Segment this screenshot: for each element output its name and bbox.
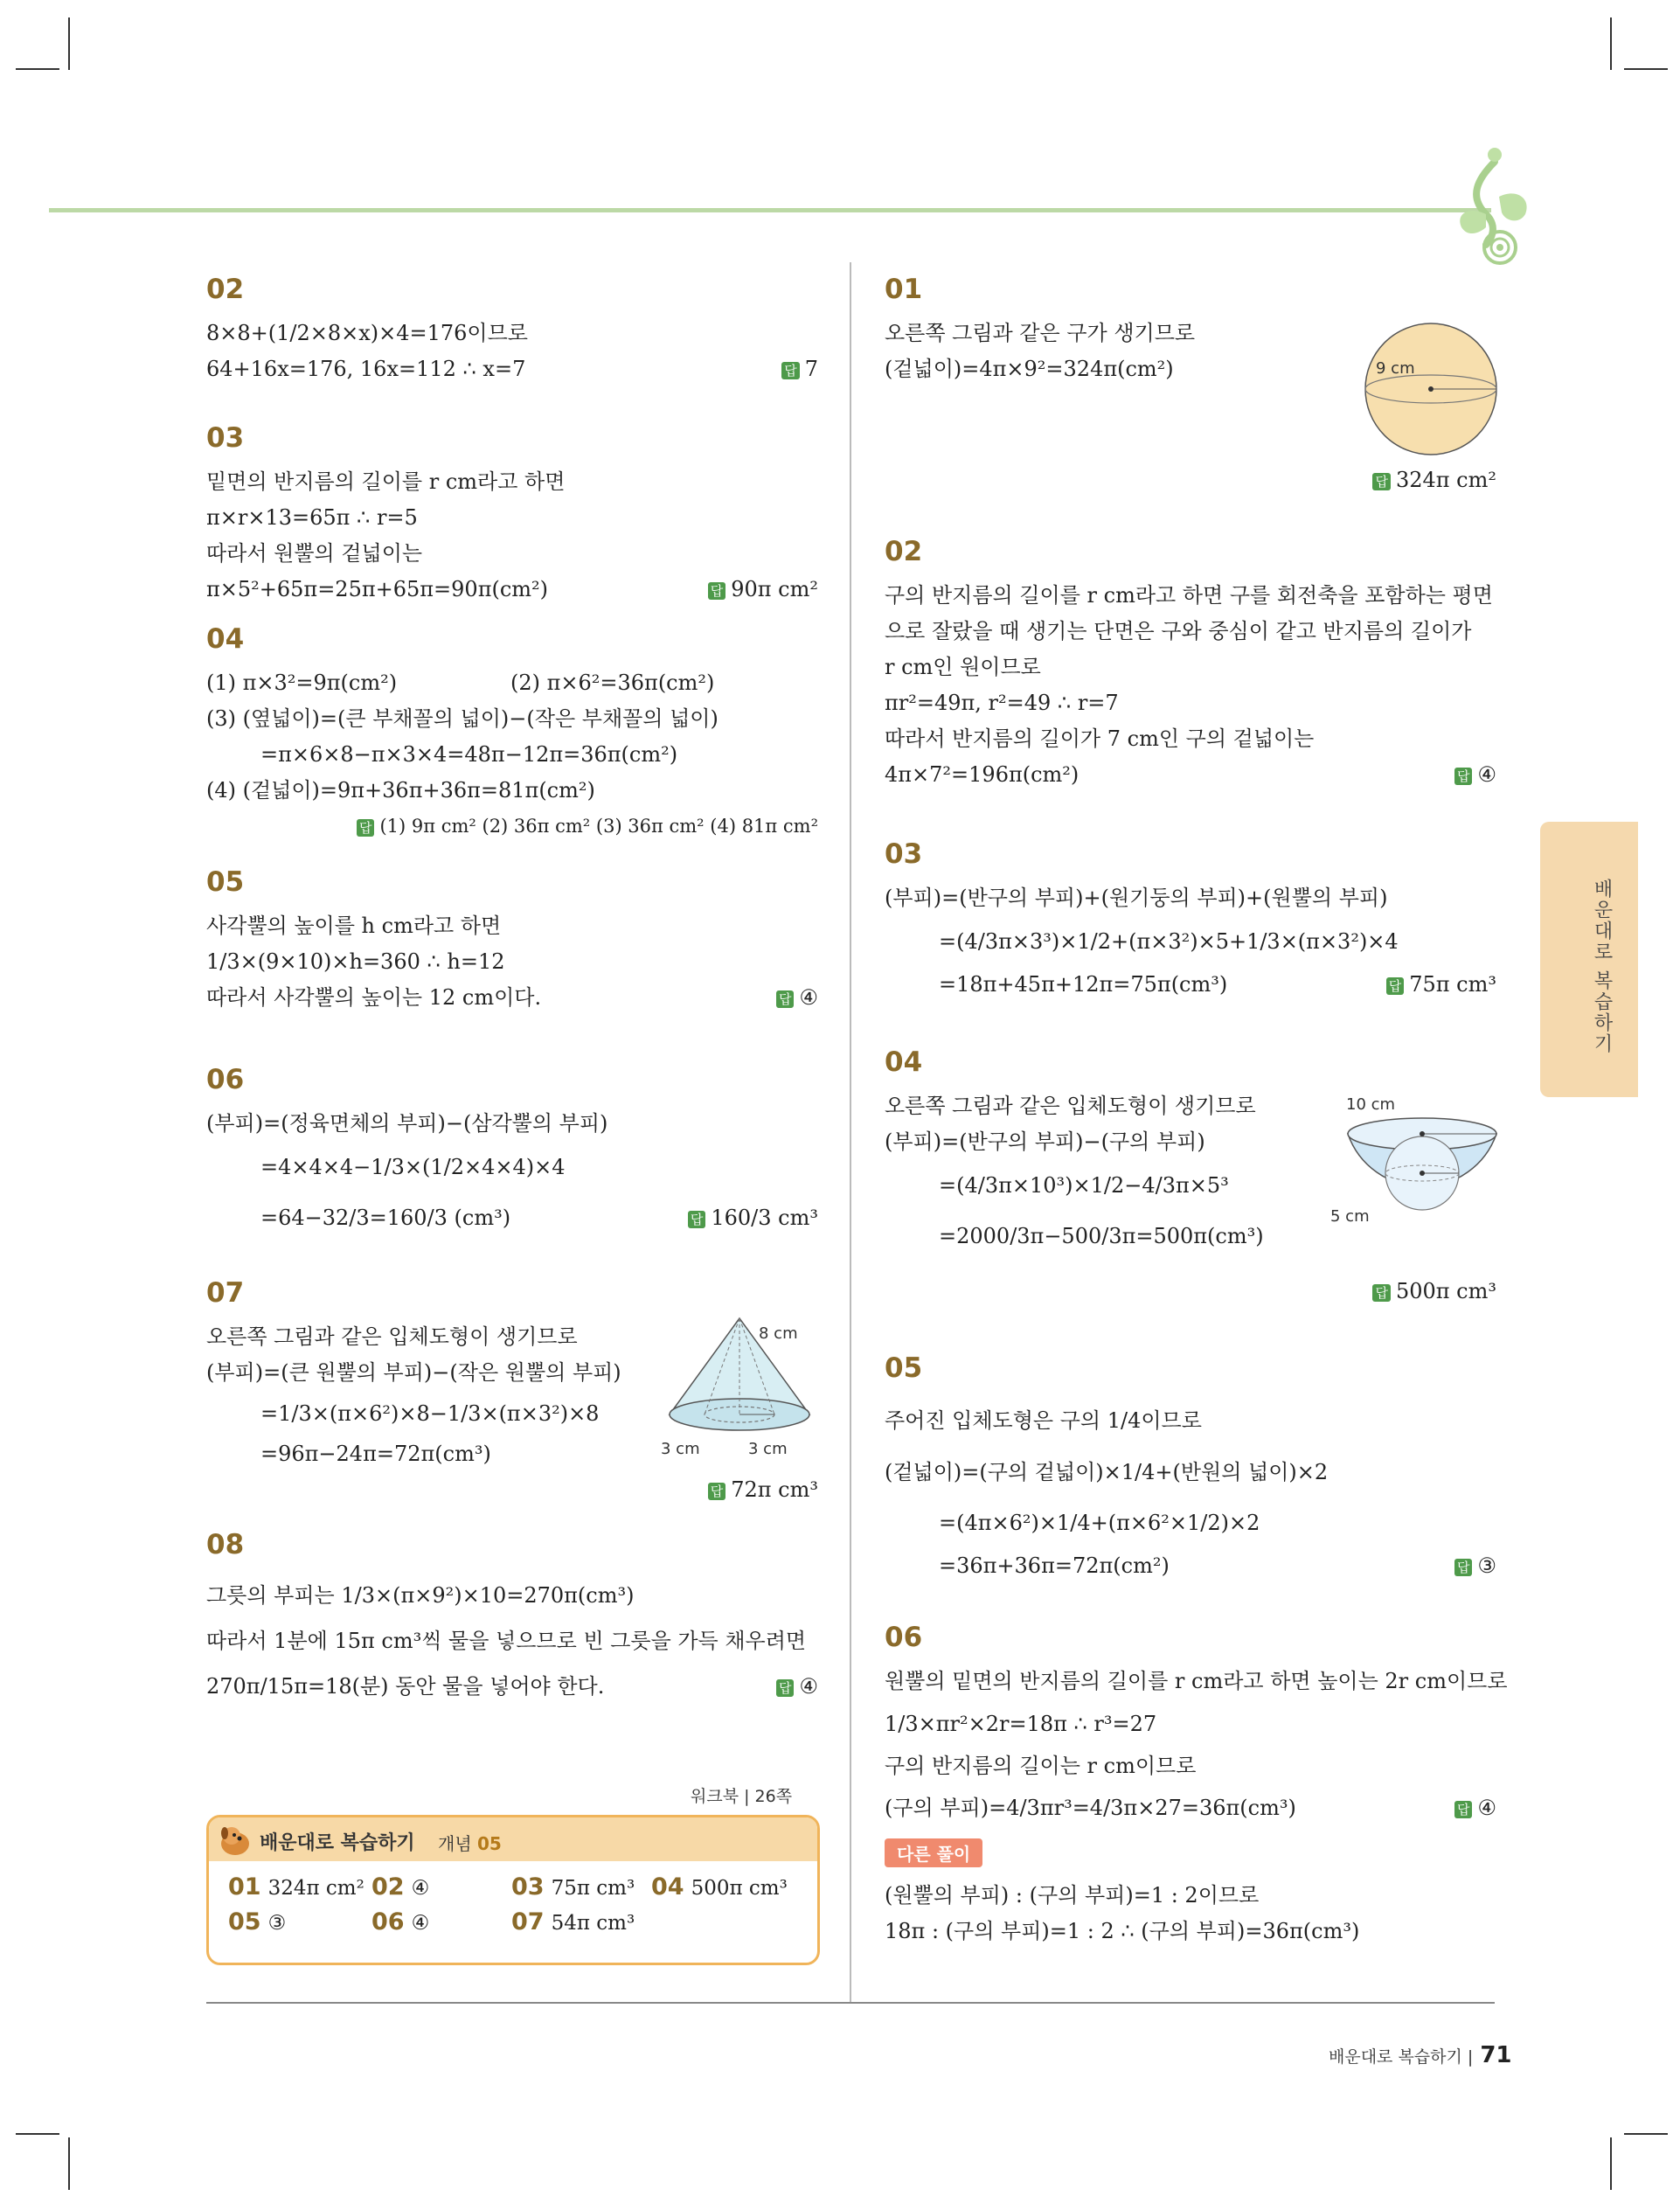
solution-line: 구의 반지름의 길이를 r cm라고 하면 구를 회전축을 포함하는 평면 [885, 583, 1493, 608]
hemisphere-figure [1330, 1090, 1505, 1239]
solution-line: 오른쪽 그림과 같은 입체도형이 생기므로 [206, 1324, 578, 1349]
problem-number: 03 [885, 838, 923, 870]
answer-badge: 답 [688, 1211, 706, 1228]
solution-07 [206, 1277, 818, 1522]
problem-number: 04 [885, 1046, 923, 1078]
solution-line: (겉넓이)=(구의 겉넓이)×1/4+(반원의 넓이)×2 [885, 1460, 1329, 1484]
solution-line: 으로 잘랐을 때 생기는 단면은 구와 중심이 같고 반지름의 길이가 [885, 619, 1472, 643]
problem-number: 07 [206, 1277, 245, 1309]
figure-label: 3 cm [748, 1440, 788, 1458]
answer: 답 7 [781, 351, 818, 387]
solution-line: 270π/15π=18(분) 동안 물을 넣어야 한다. [206, 1674, 605, 1699]
solution-line: πr²=49π, r²=49 ∴ r=7 [885, 691, 1119, 715]
answer-badge: 답 [776, 990, 795, 1008]
crop-mark [1624, 2133, 1668, 2135]
answer: 답 160/3 cm³ [688, 1192, 818, 1243]
answer-badge: 답 [708, 582, 726, 600]
answer: 답 ④ [776, 980, 818, 1016]
solution-line: =(4π×6²)×1/4+(π×6²×1/2)×2 [939, 1511, 1260, 1535]
footer-rule [206, 2002, 1495, 2004]
solution-line: =36π+36π=72π(cm²) [939, 1553, 1170, 1578]
solution-line: =1/3×(π×6²)×8−1/3×(π×3²)×8 [260, 1401, 600, 1426]
right-column [885, 267, 1508, 1989]
solution-line: =(4/3π×10³)×1/2−4/3π×5³ [939, 1173, 1229, 1198]
review-item: 02 ④ [371, 1873, 430, 1901]
solution-line: 따라서 원뿔의 겉넓이는 [206, 541, 423, 566]
problem-number: 06 [885, 1622, 923, 1653]
review-header [209, 1817, 817, 1861]
solution-line: (2) π×6²=36π(cm²) [510, 671, 715, 695]
review-item: 03 75π cm³ [511, 1873, 635, 1901]
review-item: 05 ③ [228, 1908, 287, 1935]
review-item: 04 500π cm³ [651, 1873, 788, 1901]
answer-badge: 답 [1454, 768, 1473, 785]
problem-number: 08 [206, 1529, 245, 1560]
answer: 답 ③ [1454, 1548, 1496, 1584]
review-item: 01 324π cm² [228, 1873, 364, 1901]
solution-line: 따라서 반지름의 길이가 7 cm인 구의 겉넓이는 [885, 726, 1315, 751]
solution-line: 따라서 1분에 15π cm³씩 물을 넣으므로 빈 그릇을 가득 채우려면 [206, 1629, 807, 1653]
sphere-figure [1357, 319, 1505, 459]
solution-line: =64−32/3=160/3 (cm³) [260, 1206, 511, 1230]
column-divider [850, 262, 851, 2002]
cone-figure [661, 1314, 827, 1463]
solution-r06 [885, 1622, 1508, 1989]
answer: 답 72π cm³ [206, 1472, 818, 1508]
problem-number: 05 [885, 1352, 923, 1384]
solution-line: 64+16x=176, 16x=112 ∴ x=7 [206, 357, 526, 381]
problem-number: 04 [206, 623, 245, 655]
crop-mark [1624, 68, 1668, 70]
solution-line: (부피)=(정육면체의 부피)−(삼각뿔의 부피) [206, 1111, 608, 1136]
problem-number: 02 [206, 274, 245, 305]
page-footer: 배운대로 복습하기 | 71 [1329, 2042, 1512, 2068]
sprout-decoration-icon [1451, 144, 1538, 275]
crop-mark [1610, 2137, 1612, 2190]
page-number: 71 [1480, 2042, 1512, 2068]
crop-mark [16, 2133, 59, 2135]
figure-label: 8 cm [759, 1324, 798, 1343]
solution-line: =4×4×4−1/3×(1/2×4×4)×4 [260, 1155, 566, 1179]
solution-line: 오른쪽 그림과 같은 입체도형이 생기므로 [885, 1094, 1256, 1118]
answer-badge: 답 [357, 819, 375, 837]
solution-line: =18π+45π+12π=75π(cm³) [939, 972, 1228, 997]
answer-badge: 답 [1454, 1559, 1473, 1576]
solution-line: (구의 부피)=4/3πr³=4/3π×27=36π(cm³) [885, 1796, 1296, 1820]
solution-line: (3) (옆넓이)=(큰 부채꼴의 넓이)−(작은 부채꼴의 넓이) [206, 706, 719, 731]
answer-badge: 답 [781, 362, 800, 379]
solution-line: (원뿔의 부피) : (구의 부피)=1 : 2이므로 [885, 1883, 1260, 1908]
figure-label: 9 cm [1376, 359, 1415, 378]
solution-r01 [885, 274, 1496, 529]
solution-03 [206, 422, 818, 616]
review-box [206, 1815, 820, 1965]
solution-04 [206, 623, 818, 859]
solution-line: (겉넓이)=4π×9²=324π(cm²) [885, 357, 1174, 381]
solution-line: π×5²+65π=25π+65π=90π(cm²) [206, 577, 549, 601]
solution-line: r cm인 원이므로 [885, 655, 1041, 679]
problem-number: 02 [885, 536, 923, 567]
answer: 답 ④ [1454, 757, 1496, 793]
solution-line: 오른쪽 그림과 같은 구가 생기므로 [885, 321, 1196, 345]
answer: 답 75π cm³ [1386, 967, 1496, 1003]
solution-line: 1/3×(9×10)×h=360 ∴ h=12 [206, 949, 505, 974]
answer: 답 (1) 9π cm² (2) 36π cm² (3) 36π cm² (4) 81π cm² [206, 809, 818, 844]
answer: 답 ④ [776, 1662, 818, 1711]
problem-number: 06 [206, 1064, 245, 1095]
solution-line: =2000/3π−500/3π=500π(cm³) [939, 1224, 1264, 1248]
solution-line: 4π×7²=196π(cm²) [885, 762, 1080, 787]
review-item: 07 54π cm³ [511, 1908, 635, 1935]
crop-mark [16, 68, 59, 70]
solution-r03 [885, 838, 1496, 1039]
solution-line: 주어진 입체도형은 구의 1/4이므로 [885, 1408, 1202, 1433]
solution-r04 [885, 1046, 1496, 1345]
figure-label: 10 cm [1346, 1095, 1396, 1114]
solution-line: 사각뿔의 높이를 h cm라고 하면 [206, 914, 502, 938]
solution-line: =96π−24π=72π(cm³) [260, 1442, 491, 1466]
crop-mark [68, 17, 70, 70]
problem-number: 05 [206, 866, 245, 898]
answer-badge: 답 [1372, 1284, 1391, 1302]
solution-line: 구의 반지름의 길이는 r cm이므로 [885, 1754, 1197, 1778]
alternative-solution-label: 다른 풀이 [885, 1838, 982, 1867]
side-tab-label: 배운대로 복습하기 [1591, 879, 1613, 1054]
solution-line: 따라서 사각뿔의 높이는 12 cm이다. [206, 985, 542, 1010]
left-column [206, 267, 818, 1739]
answer: 답 ④ [1454, 1784, 1496, 1831]
answer-badge: 답 [1372, 473, 1391, 490]
figure-label: 3 cm [661, 1440, 700, 1458]
dog-mascot-icon [216, 1821, 254, 1859]
solution-line: =(4/3π×3³)×1/2+(π×3²)×5+1/3×(π×3²)×4 [939, 929, 1399, 954]
solution-line: (부피)=(반구의 부피)+(원기둥의 부피)+(원뿔의 부피) [885, 886, 1388, 910]
solution-05 [206, 866, 818, 1057]
review-item: 06 ④ [371, 1908, 430, 1935]
solution-08 [206, 1529, 818, 1739]
solution-line: =π×6×8−π×3×4=48π−12π=36π(cm²) [260, 742, 678, 767]
solution-line: 그릇의 부피는 1/3×(π×9²)×10=270π(cm³) [206, 1583, 635, 1608]
review-concept: 개념 05 [438, 1833, 502, 1854]
problem-number: 03 [206, 422, 245, 454]
solution-line: 18π : (구의 부피)=1 : 2 ∴ (구의 부피)=36π(cm³) [885, 1919, 1360, 1943]
solution-r02 [885, 536, 1496, 831]
header-rule [49, 208, 1491, 212]
answer: 답 324π cm² [1372, 468, 1496, 492]
solution-02 [206, 274, 818, 415]
answer: 답 90π cm² [708, 572, 818, 608]
solution-line: (4) (겉넓이)=9π+36π+36π=81π(cm²) [206, 778, 595, 803]
solution-line: 1/3×πr²×2r=18π ∴ r³=27 [885, 1712, 1157, 1736]
problem-number: 01 [885, 274, 923, 305]
review-title: 배운대로 복습하기 [260, 1832, 415, 1854]
solution-line: (1) π×3²=9π(cm²) [206, 671, 398, 695]
crop-mark [1610, 17, 1612, 70]
workbook-reference: 워크북 | 26쪽 [691, 1787, 793, 1806]
solution-line: 원뿔의 밑면의 반지름의 길이를 r cm라고 하면 높이는 2r cm이므로 [885, 1669, 1508, 1693]
solution-06 [206, 1064, 818, 1270]
solution-line: 8×8+(1/2×8×x)×4=176이므로 [206, 321, 528, 345]
solution-line: (부피)=(반구의 부피)−(구의 부피) [885, 1129, 1205, 1154]
solution-line: π×r×13=65π ∴ r=5 [206, 505, 418, 530]
solution-r05 [885, 1352, 1496, 1615]
solution-line: (부피)=(큰 원뿔의 부피)−(작은 원뿔의 부피) [206, 1360, 621, 1385]
figure-label: 5 cm [1330, 1207, 1370, 1226]
solution-line: 밑면의 반지름의 길이를 r cm라고 하면 [206, 469, 566, 494]
answer-badge: 답 [708, 1483, 726, 1500]
answer: 답 500π cm³ [885, 1274, 1496, 1310]
answer-badge: 답 [1386, 977, 1405, 995]
answer-badge: 답 [1454, 1801, 1473, 1818]
crop-mark [68, 2137, 70, 2190]
answer-badge: 답 [776, 1679, 795, 1697]
